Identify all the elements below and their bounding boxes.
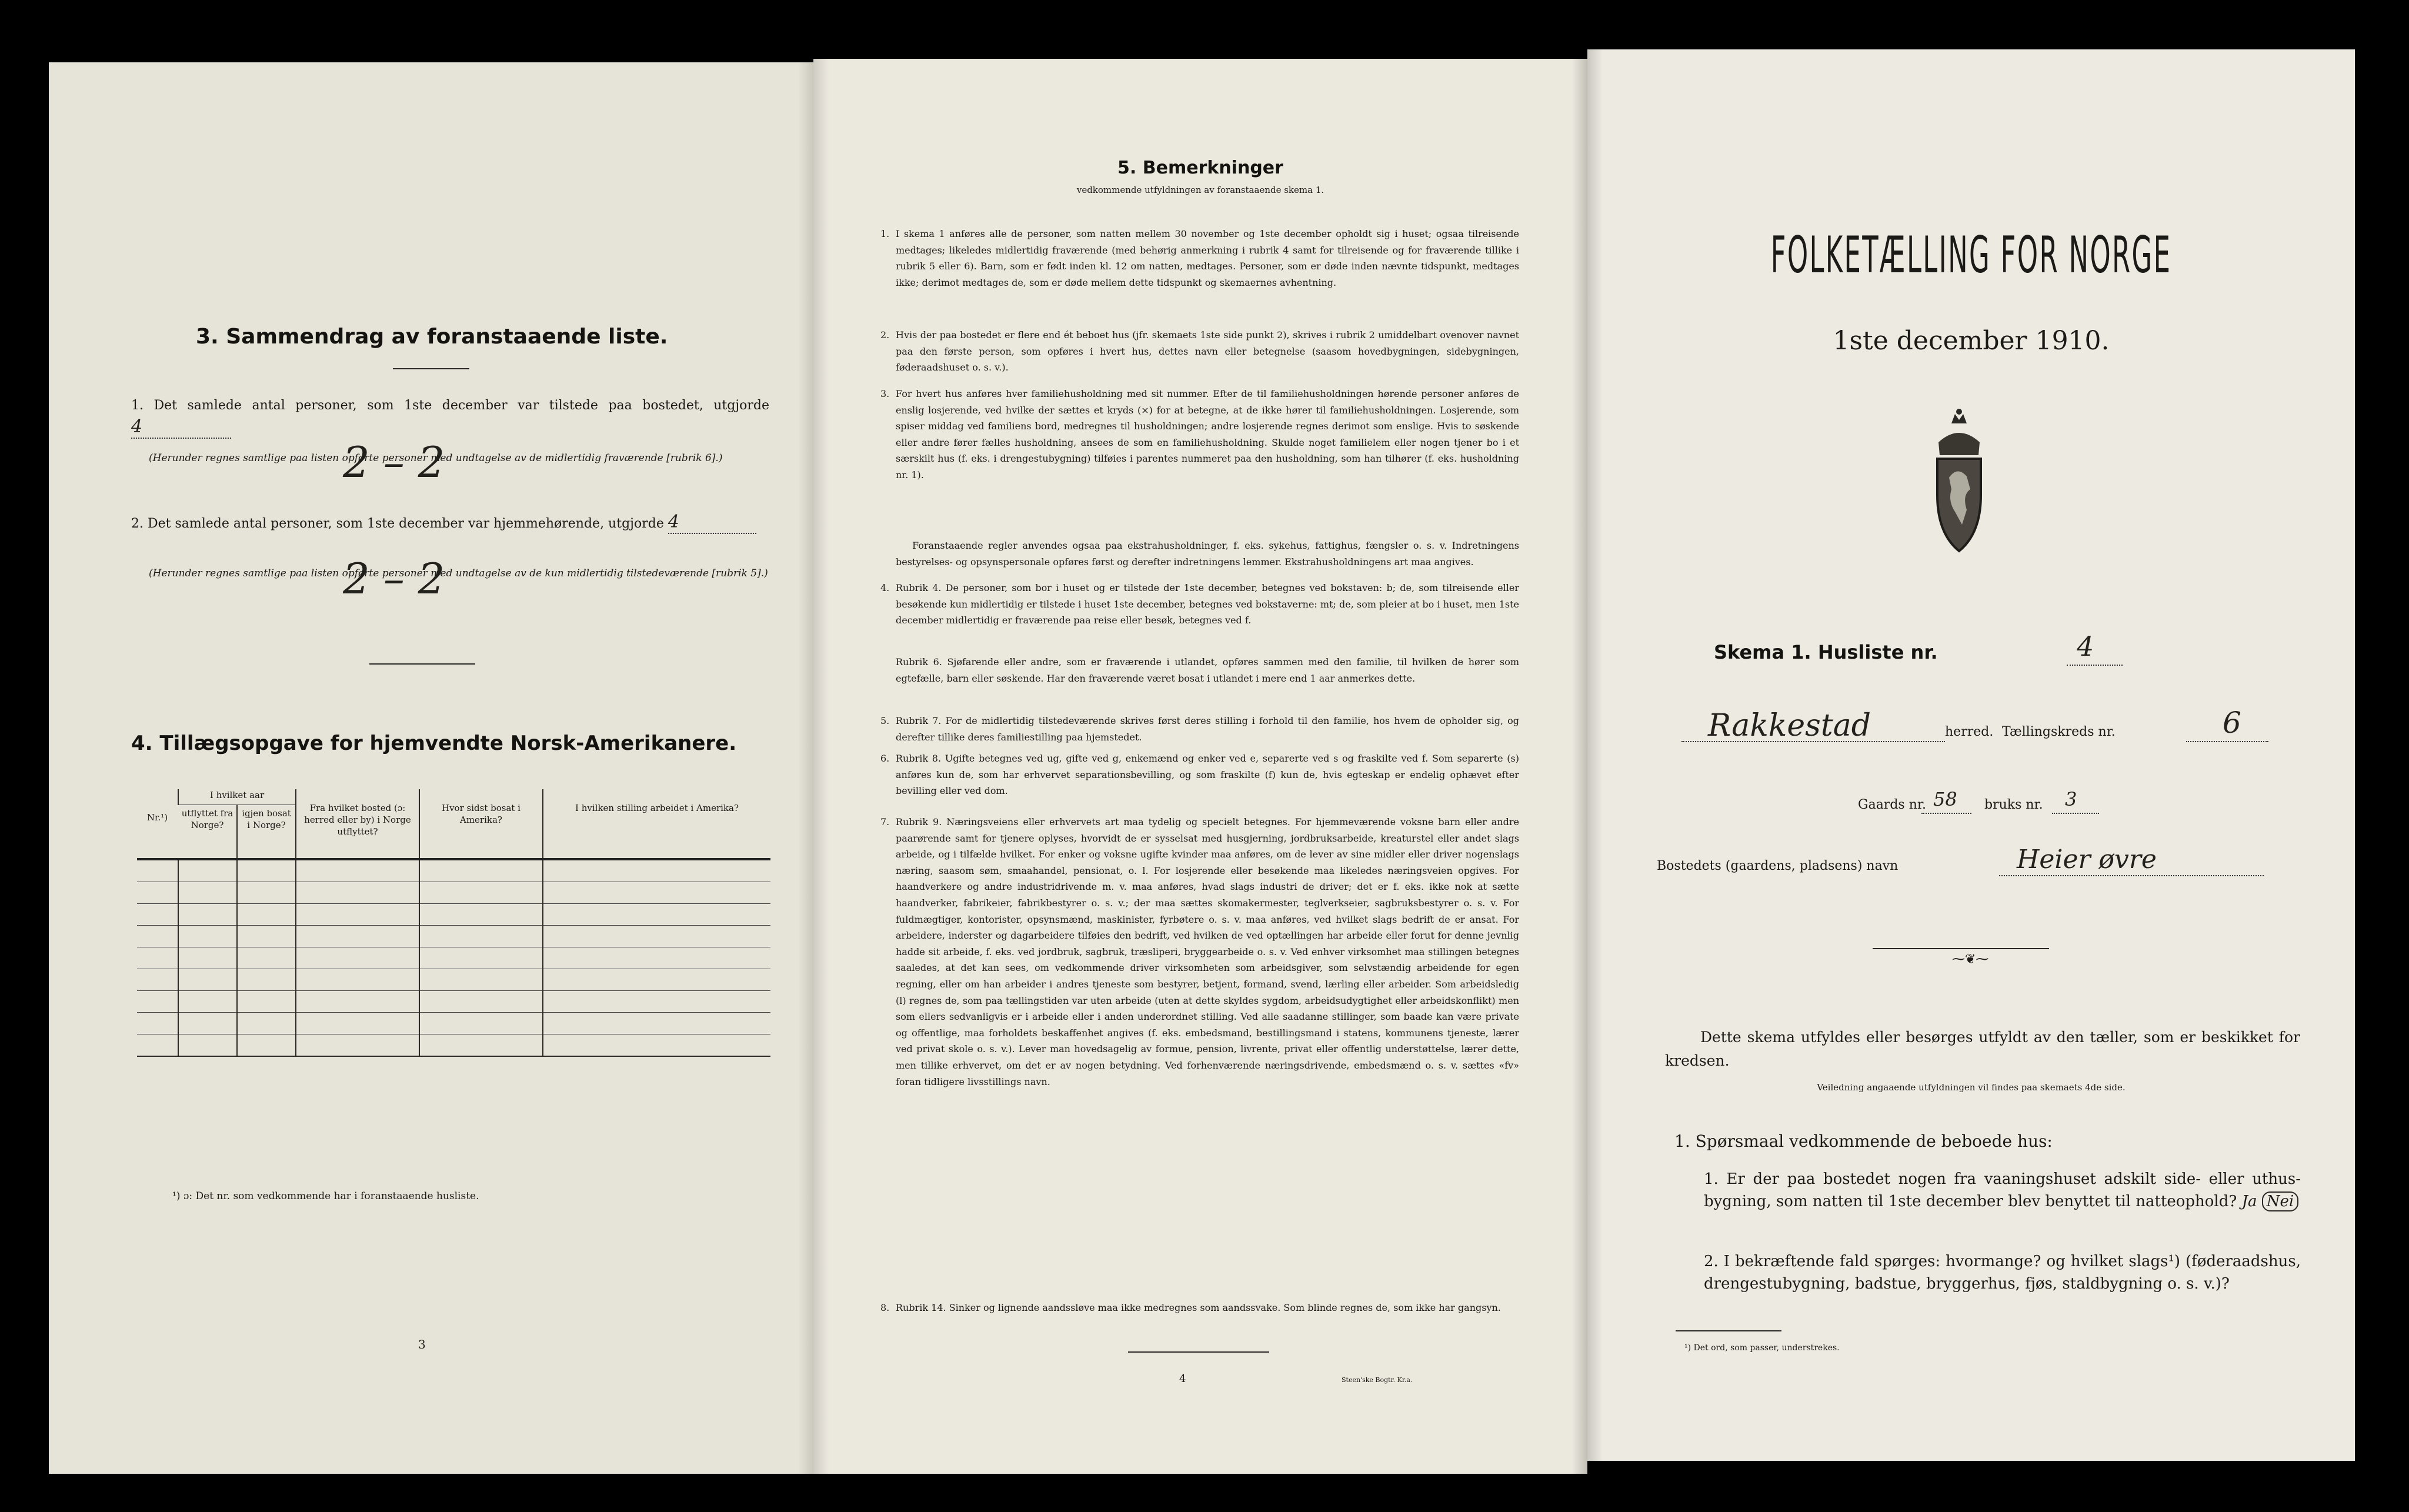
printer-mark: Steen'ske Bogtr. Kr.a. — [1342, 1376, 1413, 1384]
col-header-out: utflyttet fra Norge? — [178, 805, 237, 860]
remark-item: 7. Rubrik 9. Næringsveiens eller erhvervets art maa tydelig og specielt betegnes. For hjemmeværende voksne barn eller andre paarørende samt for tjenere oplyses, hvorvidt de er sysselsat med husgjerning, jordbruksarbeide, kreaturstel eller andet slags arbeide, og i tilfælde hvilket. For enker og voksne ugifte kvinder maa anføres, om de lever av sine midler eller driver nogenslags næring, saasom søm, smaahandel, pensionat, o. l. For losjerende eller besøkende maa likeledes næringsveien opgives. For haandverkere og andre industridrivende m. v. maa anføres, hvad slags industri de driver; det er f. eks. ikke nok at sætte haandverker, fabrikeier, fabrikbestyrer o. s. v.; der maa sættes skomakermester, teglverkseier, sagbruksbestyrer o. s. v. For fuldmægtiger, kontorister, opsynsmænd, maskinister, fyrbøtere o. s. v. maa anføres, ved hvilket slags bedrift de er ansat. For arbeidere, inderster og dagarbeidere tilføies den bedrift, ved hvilken de ved optællingen har arbeide eller forut for denne jevnlig hadde sit arbeide, f. eks. ved jordbruk, sagbruk, træsliperi, bryggearbeide o. s. v. Ved enhver virksomhet maa stillingen betegnes saaledes, at det kan sees, om vedkommende driver virksomheten som arbeidsgiver, som selvstændig arbeidende for egen regning, eller om han arbeider i andres tjeneste som bestyrer, betjent, formand, svend, lærling eller arbeider. Som arbeidsledig (l) regnes de, som paa tællingstiden var uten arbeide (uten at dette skyldes sygdom, arbeidsudygtighet eller arbeidskonflikt) men som ellers sedvanligvis er i arbeide eller i anden underordnet stilling. Ved alle saadanne stillinger, som baade kan være private og offentlige, maa forholdets beskaffenhet angives (f. eks. embedsmand, bestillingsmand i statens, kommunens tjeneste, lærer ved privat skole o. s. v.). Lever man hovedsagelig av formue, pension, livrente, privat eller offentlig understøttelse, lærer dette, men tillike erhvervet, om det er av nogen betydning. Ved forhenværende næringsdrivende, embedsmænd o. s. v. sættes «fv» foran tidligere livsstillings navn. — [880, 816, 1519, 1087]
intro-text: Dette skema utfyldes eller besørges utfyldt av den tæller, som er beskikket for kredsen. — [1665, 1029, 2300, 1069]
table-row — [137, 969, 770, 991]
page-fold-shadow — [813, 59, 829, 1474]
handwritten-summary-2: 2 – 2 — [343, 554, 445, 603]
remark-item: Rubrik 6. Sjøfarende eller andre, som er fraværende i utlandet, opføres sammen med den familie, til hvilken de hører som egtefælle, barn eller søskende. Har den fraværende været bosat i utlandet i mere end 1 aar anmerkes dette. — [896, 656, 1519, 684]
table-row — [137, 926, 770, 947]
col-header-work: I hvilken stilling arbeidet i Amerika? — [543, 789, 770, 859]
remark-item: Foranstaaende regler anvendes ogsaa paa ekstrahusholdninger, f. eks. sykehus, fattighus, fængsler o. s. v. Indretningens bestyrelses- og opsynspersonale opføres først og derefter indretningens lemmer. Ekstrahusholdningens art maa angives. — [896, 540, 1519, 568]
remarks-title: 5. Bemerkninger — [1117, 158, 1283, 178]
husliste-line — [2067, 665, 2123, 666]
herred-label: herred. — [1945, 725, 1994, 739]
handwritten-herred: Rakkestad — [1708, 708, 1871, 743]
handwritten-summary-1: 2 – 2 — [343, 438, 445, 487]
col-header-last: Hvor sidst bosat i Amerika? — [419, 789, 543, 859]
divider — [1128, 1351, 1269, 1353]
table-footnote: ¹) ɔ: Det nr. som vedkommende har i foranstaaende husliste. — [172, 1190, 479, 1202]
handwritten-gaards-number: 58 — [1933, 788, 1957, 810]
divider — [393, 368, 469, 369]
col-header-from: Fra hvilket bosted (ɔ: herred eller by) i Norge utflyttet? — [296, 789, 419, 859]
table-row — [137, 882, 770, 904]
bruks-label: bruks nr. — [1984, 797, 2043, 812]
census-date: 1ste december 1910. — [1833, 326, 2110, 356]
gaards-label: Gaards nr. — [1858, 797, 1926, 812]
section-3-title: 3. Sammendrag av foranstaaende liste. — [196, 325, 668, 349]
divider — [1873, 948, 2049, 949]
question-2: 2. I bekræftende fald spørges: hvormange? og hvilket slags¹) (føderaadshus, drengestubygning, badstue, bryggerhus, fjøs, staldbygning o. s. v.)? — [1704, 1253, 2301, 1293]
table-row — [137, 904, 770, 926]
summary-item-2-text: 2. Det samlede antal personer, som 1ste december var hjemmehørende, utgjorde — [131, 516, 664, 531]
remark-item: 8. Rubrik 14. Sinker og lignende aandssløve maa ikke medregnes som aandssvake. Som blinde regnes de, som ikke har gangsyn. — [880, 1302, 1501, 1313]
page-fold-shadow — [798, 62, 813, 1474]
norway-coat-of-arms-icon — [1921, 407, 1997, 554]
gaards-line — [1921, 813, 1971, 814]
remark-item: 2. Hvis der paa bostedet er flere end ét beboet hus (jfr. skemaets 1ste side punkt 2), skrives i rubrik 2 umiddelbart ovenover navnet paa den første person, som opføres i hvert hus, dettes navn eller betegnelse (saasom hovedbygningen, sidebygningen, føderaadshuset o. s. v.). — [880, 329, 1519, 373]
page-middle — [813, 59, 1587, 1474]
bosted-label: Bostedets (gaardens, pladsens) navn — [1657, 859, 1898, 873]
divider — [369, 663, 475, 665]
bosted-line — [1999, 875, 2264, 876]
col-header-back: igjen bosat i Norge? — [237, 805, 296, 860]
summary-item-2 — [131, 512, 769, 535]
remark-item: 4. Rubrik 4. De personer, som bor i huset og er tilstede der 1ste december, betegnes ved bokstaven: b; de, som tilreisende eller besøkende kun midlertidig er tilstede i huset 1ste december, betegnes ved bokstaverne: mt; de, som pleier at bo i huset, men 1ste december midlertidig er fraværende paa reise eller besøk, betegnes ved f. — [880, 582, 1519, 626]
table-row — [137, 947, 770, 969]
table-row — [137, 991, 770, 1013]
summary-item-1-text: 1. Det samlede antal personer, som 1ste december var tilstede paa bostedet, utgjorde — [131, 398, 769, 413]
remark-item: 1. I skema 1 anføres alle de personer, som natten mellem 30 november og 1ste december opholdt sig i huset; ogsaa tilreisende medtages; likeledes midlertidig fraværende (med behørig anmerkning i rubrik 4 samt for tilreisende og for fraværende tillike i rubrik 5 eller 6). Barn, som er født inden kl. 12 om natten, medtages. Personer, som er døde inden nævnte tidspunkt, medtages ikke; derimot medtages de, som er døde mellem dette tidspunkt og skemaernes avhentning. — [880, 228, 1519, 288]
remarks-subtitle: vedkommende utfyldningen av foranstaaende skema 1. — [1076, 185, 1324, 195]
remark-item: 3. For hvert hus anføres hver familiehusholdning med sit nummer. Efter de til familiehusholdningen hørende personer anføres de enslig losjerende, ved hvilke der sættes et kryds (×) for at betegne, at de ikke hører til familiehusholdningen. Losjerende, som spiser middag ved familiens bord, medregnes til husholdningen; andre losjerende regnes derimot som enslige. Hvis to søskende eller andre fører fælles husholdning, ansees de som en familiehusholdning. Skulde noget familielem eller nogen tjener bo i et særskilt hus (f. eks. i drengestubygning) tilføies i parentes nummeret paa den husholdning, som han tilhører (f. eks. husholdning nr. 1). — [880, 388, 1519, 480]
skema-label: Skema 1. Husliste nr. — [1714, 641, 1938, 663]
table-row — [137, 1034, 770, 1057]
page-fold-shadow — [1587, 49, 1603, 1461]
answer-ja: Ja — [2241, 1193, 2257, 1210]
divider — [1676, 1330, 1781, 1331]
page-right-cover — [1587, 49, 2355, 1461]
question-heading: 1. Spørsmaal vedkommende de beboede hus: — [1674, 1132, 2053, 1151]
col-header-nr: Nr.¹) — [137, 789, 178, 859]
page-fold-shadow — [1572, 59, 1587, 1474]
krets-label: Tællingskreds nr. — [2002, 725, 2116, 739]
remark-item: 6. Rubrik 8. Ugifte betegnes ved ug, gifte ved g, enkemænd og enker ved e, separerte ved s og fraskilte ved f. Som separerte (s) anføres kun de, som har erhvervet separationsbevilling, og som fraskilte (f) kun de, hvis egteskap er endelig ophævet efter bevilling eller ved dom. — [880, 753, 1519, 797]
col-header-group-year: I hvilket aar — [178, 789, 296, 805]
krets-line — [2186, 741, 2268, 742]
ornament-icon: ⁓❦⁓ — [1952, 952, 1989, 967]
intro-small: Veiledning angaaende utfyldningen vil findes paa skemaets 4de side. — [1817, 1082, 2126, 1093]
page-left — [49, 62, 813, 1474]
handwritten-bosted: Heier øvre — [2017, 845, 2157, 875]
norsk-amerikanere-table — [137, 789, 770, 1057]
table-row — [137, 859, 770, 882]
handwritten-count-1: 4 — [131, 416, 231, 439]
remark-item: 5. Rubrik 7. For de midlertidig tilstedeværende skrives først deres stilling i forhold til den familie, hos hvem de opholder sig, og derefter tillike deres familiestilling paa hjemstedet. — [880, 715, 1519, 743]
handwritten-bruks-number: 3 — [2065, 788, 2077, 810]
section-4-title: 4. Tillægsopgave for hjemvendte Norsk-Amerikanere. — [131, 732, 737, 755]
table-row — [137, 1013, 770, 1034]
page-number: 3 — [418, 1337, 426, 1351]
summary-item-2-note: (Herunder regnes samtlige paa listen opførte personer med undtagelse av de kun midlertidig tilstedeværende [rubrik 5].) — [149, 568, 768, 579]
handwritten-count-2: 4 — [668, 512, 756, 534]
question-1 — [1704, 1168, 2301, 1213]
answer-nei-circled: Nei — [2262, 1191, 2298, 1211]
form-title: FOLKETÆLLING FOR NORGE — [1770, 226, 2172, 285]
page-number: 4 — [1179, 1373, 1186, 1385]
footnote: ¹) Det ord, som passer, understrekes. — [1684, 1343, 1840, 1353]
handwritten-krets-number: 6 — [2223, 706, 2241, 740]
summary-item-1-note: (Herunder regnes samtlige paa listen opførte personer med undtagelse av de midlertidig fraværende [rubrik 6].) — [149, 452, 723, 464]
handwritten-husliste-number: 4 — [2077, 630, 2094, 662]
bruks-line — [2052, 813, 2099, 814]
question-1-text: 1. Er der paa bostedet nogen fra vaaningshuset adskilt side- eller uthus-bygning, som natten til 1ste december blev benyttet til natteophold? — [1704, 1170, 2301, 1210]
summary-item-1 — [131, 395, 769, 439]
